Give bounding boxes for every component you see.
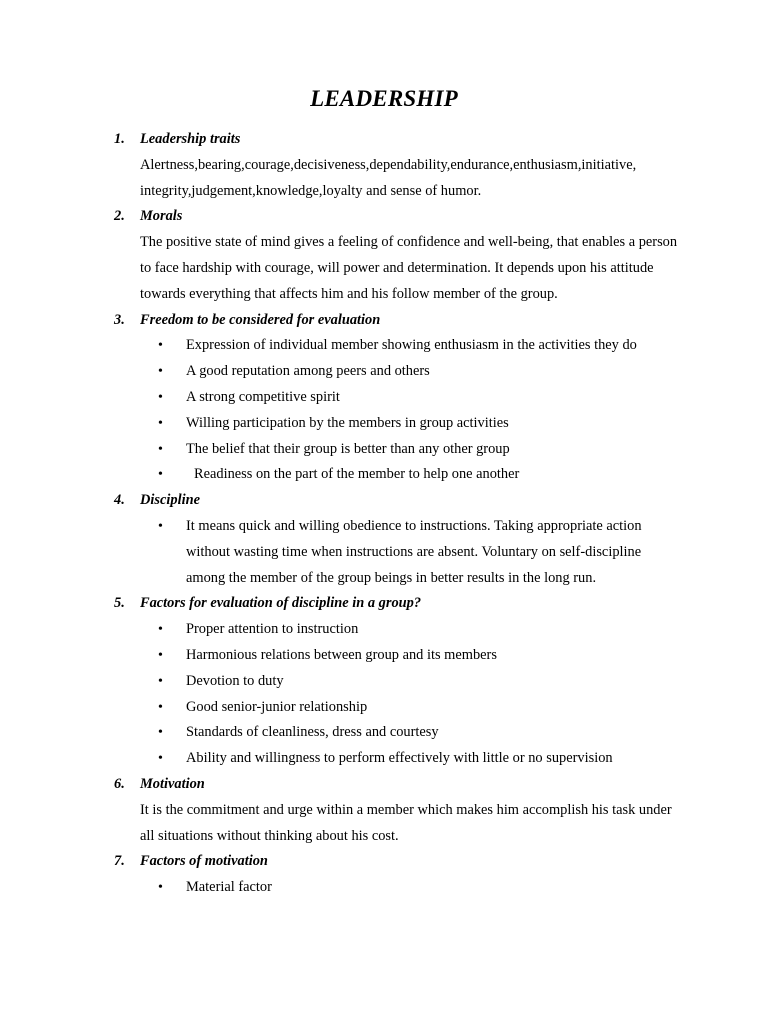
section-number: 4. — [114, 492, 125, 509]
section-heading-text: Motivation — [140, 775, 205, 792]
document-title: LEADERSHIP — [310, 86, 458, 111]
section-paragraph: The positive state of mind gives a feeling of confidence and well-being, that enables a person to face hardship with courage, will power and determination. It depends upon his attitude towards everything that affects him and his follow member of the group. — [140, 234, 678, 302]
section-number: 6. — [114, 775, 125, 792]
bullet-item — [0, 643, 676, 669]
section-freedom-evaluation — [0, 308, 768, 489]
bullet-text: Material factor — [186, 879, 272, 896]
section-number: 7. — [114, 853, 125, 870]
section-heading-text: Freedom to be considered for evaluation — [140, 311, 381, 328]
bullet-item — [0, 875, 676, 901]
section-heading-text: Factors of motivation — [140, 853, 268, 870]
bullet-item — [0, 720, 676, 746]
bullet-item — [0, 437, 676, 463]
bullet-list — [0, 875, 768, 901]
bullet-list — [0, 617, 768, 772]
section-heading-text: Factors for evaluation of discipline in a group? — [140, 595, 422, 612]
section-heading — [0, 127, 768, 153]
bullet-text: Ability and willingness to perform effectively with little or no supervision — [186, 750, 613, 767]
bullet-item — [0, 695, 676, 721]
bullet-item — [0, 411, 676, 437]
bullet-text: A good reputation among peers and others — [186, 363, 430, 380]
section-discipline — [0, 488, 768, 591]
bullet-item — [0, 462, 676, 488]
bullet-text: Standards of cleanliness, dress and courtesy — [186, 724, 439, 741]
section-number: 2. — [114, 208, 125, 225]
bullet-icon: • — [158, 647, 163, 663]
bullet-text: Proper attention to instruction — [186, 621, 359, 638]
bullet-icon: • — [158, 518, 163, 534]
section-heading — [0, 204, 768, 230]
bullet-item — [0, 514, 676, 591]
section-motivation — [0, 772, 768, 849]
bullet-text: Readiness on the part of the member to help one another — [194, 466, 520, 483]
bullet-icon: • — [158, 364, 163, 380]
bullet-icon: • — [158, 467, 163, 483]
section-paragraph: Alertness,bearing,courage,decisiveness,dependability,endurance,enthusiasm,initiative, integrity,judgement,knowledge,loyalty and sense of humor. — [140, 156, 637, 199]
section-motivation-factors — [0, 849, 768, 901]
section-number: 3. — [114, 311, 125, 328]
section-heading — [0, 308, 768, 334]
bullet-icon: • — [158, 673, 163, 689]
bullet-icon: • — [158, 441, 163, 457]
bullet-list — [0, 333, 768, 488]
sections — [0, 127, 768, 901]
section-morals — [0, 204, 768, 307]
section-discipline-factors — [0, 591, 768, 772]
bullet-item — [0, 385, 676, 411]
bullet-icon: • — [158, 725, 163, 741]
section-heading-text: Morals — [140, 208, 183, 225]
section-leadership-traits — [0, 127, 768, 204]
bullet-icon: • — [158, 389, 163, 405]
bullet-text: Devotion to duty — [186, 672, 284, 689]
bullet-text: Harmonious relations between group and its members — [186, 646, 497, 663]
bullet-item — [0, 333, 676, 359]
bullet-icon: • — [158, 622, 163, 638]
bullet-text: It means quick and willing obedience to instructions. Taking appropriate action without wasting time when instructions are absent. Voluntary on self-discipline among the member of the group beings in better results in the long run. — [186, 517, 642, 586]
bullet-item — [0, 359, 676, 385]
section-number: 1. — [114, 131, 125, 147]
bullet-text: A strong competitive spirit — [186, 388, 340, 405]
bullet-text: The belief that their group is better than any other group — [186, 440, 510, 457]
section-heading-text: Discipline — [140, 492, 200, 509]
section-heading — [0, 591, 768, 617]
bullet-icon: • — [158, 751, 163, 767]
bullet-item — [0, 746, 676, 772]
bullet-icon: • — [158, 699, 163, 715]
bullet-icon: • — [158, 415, 163, 431]
bullet-icon: • — [158, 880, 163, 896]
bullet-text: Expression of individual member showing enthusiasm in the activities they do — [186, 337, 637, 354]
section-heading — [0, 772, 768, 798]
bullet-text: Good senior-junior relationship — [186, 698, 368, 715]
bullet-item — [0, 669, 676, 695]
section-heading — [0, 849, 768, 875]
section-paragraph: It is the commitment and urge within a member which makes him accomplish his task under all situations without thinking about his cost. — [140, 801, 672, 844]
bullet-icon: • — [158, 338, 163, 354]
bullet-list — [0, 514, 768, 591]
bullet-item — [0, 617, 676, 643]
section-heading-text: Leadership traits — [140, 131, 241, 147]
bullet-text: Willing participation by the members in group activities — [186, 414, 509, 431]
section-heading — [0, 488, 768, 514]
section-number: 5. — [114, 595, 125, 612]
